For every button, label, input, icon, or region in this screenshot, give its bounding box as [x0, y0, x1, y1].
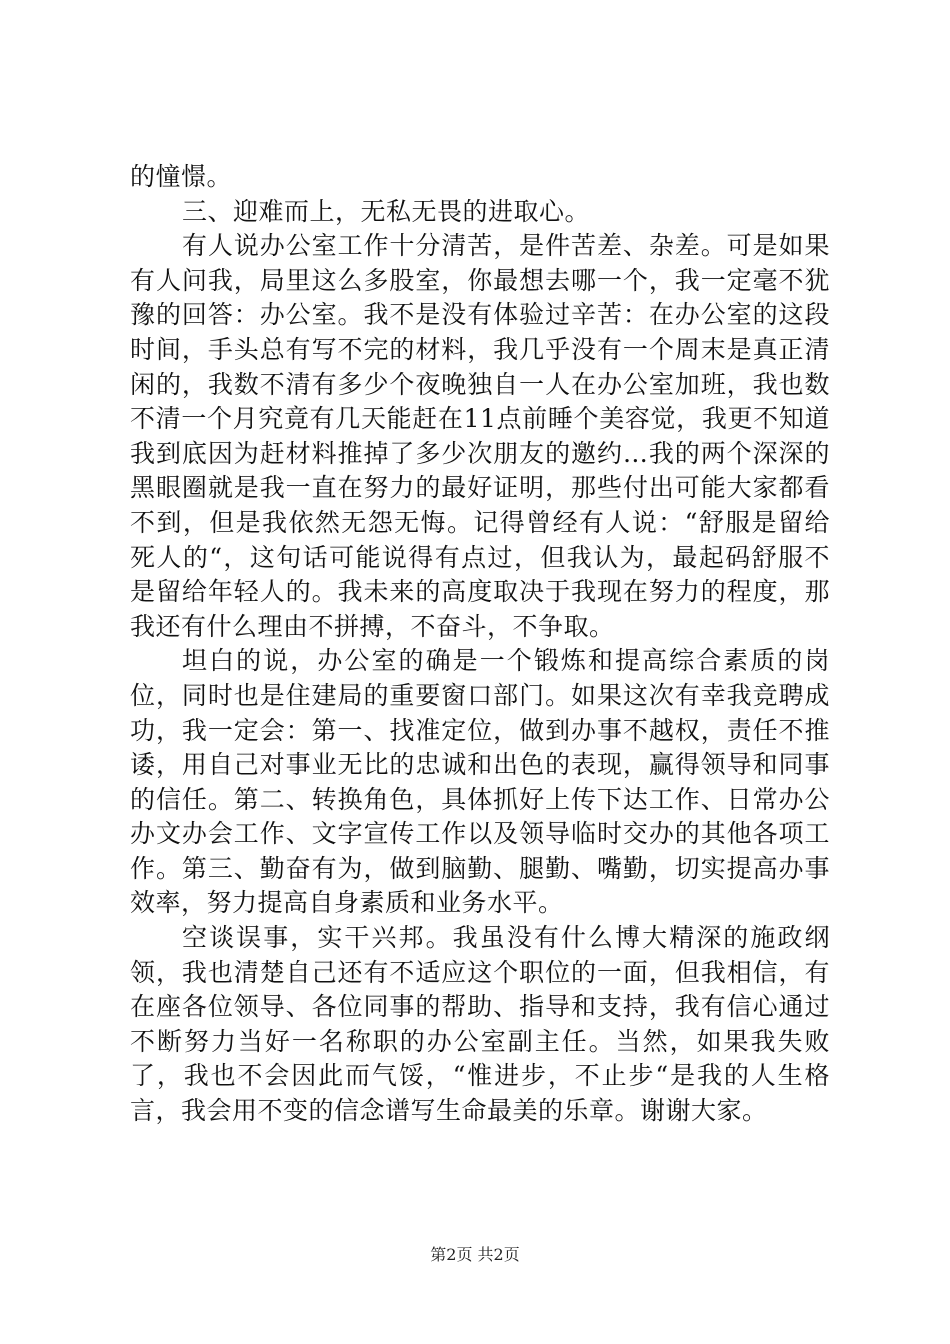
paragraph: 空谈误事，实干兴邦。我虽没有什么博大精深的施政纲领，我也清楚自己还有不适应这个职位的一面，但我相信，有在座各位领导、各位同事的帮助、指导和支持，我有信心通过不断努力当好一名称职的办公室副主任。当然，如果我失败了，我也不会因此而气馁，“惟进步，不止步“是我的人生格言，我会用不变的信念谱写生命最美的乐章。谢谢大家。 [130, 923, 830, 1126]
paragraph: 有人说办公室工作十分清苦，是件苦差、杂差。可是如果有人问我，局里这么多股室，你最想去哪一个，我一定毫不犹豫的回答：办公室。我不是没有体验过辛苦：在办公室的这段时间，手头总有写不完的材料，我几乎没有一个周末是真正清闲的，我数不清有多少个夜晚独自一人在办公室加班，我也数不清一个月究竟有几天能赶在11点前睡个美容觉，我更不知道我到底因为赶材料推掉了多少次朋友的邀约…我的两个深深的黑眼圈就是我一直在努力的最好证明，那些付出可能大家都看不到，但是我依然无怨无悔。记得曾经有人说：“舒服是留给死人的“，这句话可能说得有点过，但我认为，最起码舒服不是留给年轻人的。我未来的高度取决于我现在努力的程度，那我还有什么理由不拼搏，不奋斗，不争取。 [130, 231, 830, 641]
page-number: 第2页 共2页 [430, 1245, 520, 1264]
page-footer [0, 1245, 950, 1265]
section-heading: 三、迎难而上，无私无畏的进取心。 [182, 196, 591, 226]
paragraph-continuation: 的憧憬。 [130, 162, 233, 191]
document-body [130, 160, 830, 1129]
paragraph: 坦白的说，办公室的确是一个锻炼和提高综合素质的岗位，同时也是住建局的重要窗口部门。如果这次有幸我竞聘成功，我一定会：第一、找准定位，做到办事不越权，责任不推诿，用自己对事业无比的忠诚和出色的表现，赢得领导和同事的信任。第二、转换角色，具体抓好上传下达工作、日常办公办文办会工作、文字宣传工作以及领导临时交办的其他各项工作。第三、勤奋有为，做到脑勤、腿勤、嘴勤，切实提高办事效率，努力提高自身素质和业务水平。 [130, 646, 830, 918]
